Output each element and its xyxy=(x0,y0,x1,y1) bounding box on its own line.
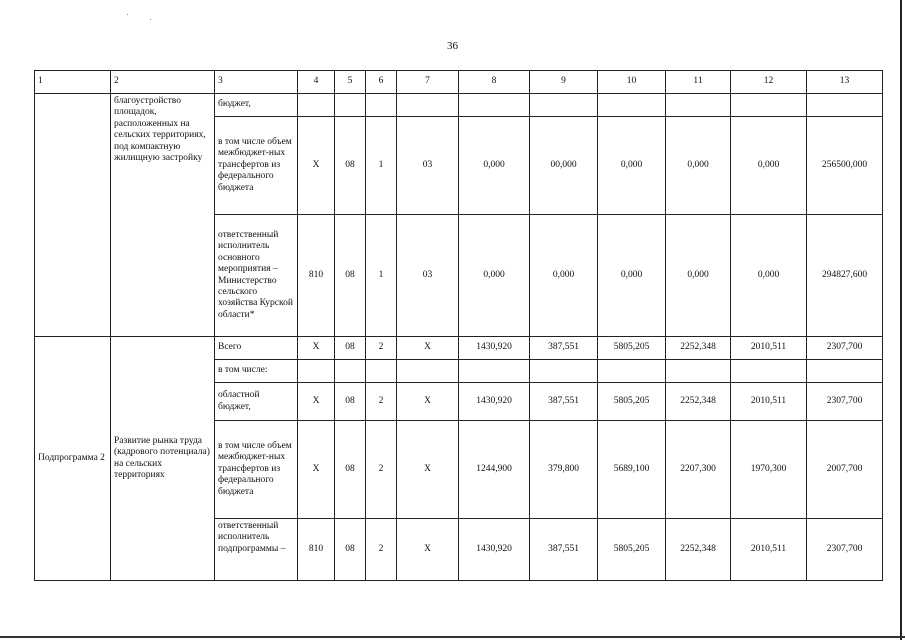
header-cell: 4 xyxy=(298,71,335,94)
source-cell: бюджет, xyxy=(215,94,298,117)
value-cell: 2010,511 xyxy=(731,519,807,581)
value-cell: 2 xyxy=(366,383,397,421)
value-cell: 810 xyxy=(298,519,335,581)
value-cell: Х xyxy=(397,383,459,421)
scan-edge-bottom xyxy=(0,636,905,638)
value-cell: 1970,300 xyxy=(731,421,807,519)
value-cell xyxy=(530,94,598,117)
table-cell-empty xyxy=(35,94,111,337)
scan-edge-right xyxy=(900,0,902,640)
value-cell: 08 xyxy=(335,117,366,215)
value-cell: 5805,205 xyxy=(598,337,666,360)
value-cell: Х xyxy=(397,519,459,581)
value-cell: 2207,300 xyxy=(666,421,731,519)
value-cell: 1430,920 xyxy=(459,337,530,360)
value-cell: 2307,700 xyxy=(807,337,883,360)
value-cell xyxy=(298,360,335,383)
value-cell: Х xyxy=(298,117,335,215)
value-cell: 08 xyxy=(335,519,366,581)
value-cell: 2 xyxy=(366,337,397,360)
value-cell: Х xyxy=(298,421,335,519)
value-cell: 0,000 xyxy=(666,215,731,337)
value-cell: 2010,511 xyxy=(731,383,807,421)
header-cell: 7 xyxy=(397,71,459,94)
value-cell: 0,000 xyxy=(666,117,731,215)
value-cell xyxy=(459,360,530,383)
value-cell xyxy=(807,360,883,383)
value-cell: 1244,900 xyxy=(459,421,530,519)
value-cell: 1 xyxy=(366,215,397,337)
value-cell: 1430,920 xyxy=(459,383,530,421)
source-cell: в том числе объем межбюджет-ных трансфертов из федерального бюджета xyxy=(215,117,298,215)
value-cell: 387,551 xyxy=(530,337,598,360)
value-cell: 2 xyxy=(366,519,397,581)
header-row xyxy=(35,71,883,94)
header-cell: 12 xyxy=(731,71,807,94)
value-cell: 08 xyxy=(335,421,366,519)
value-cell xyxy=(530,360,598,383)
value-cell: 2 xyxy=(366,421,397,519)
source-cell: ответственный исполнитель подпрограммы – xyxy=(215,519,298,581)
page-number: 36 xyxy=(447,40,458,52)
table-row xyxy=(35,94,883,117)
source-cell: в том числе: xyxy=(215,360,298,383)
value-cell: Х xyxy=(397,421,459,519)
header-cell: 1 xyxy=(35,71,111,94)
value-cell xyxy=(366,360,397,383)
value-cell xyxy=(397,94,459,117)
value-cell: 810 xyxy=(298,215,335,337)
value-cell: Х xyxy=(298,337,335,360)
value-cell: 03 xyxy=(397,215,459,337)
value-cell: 387,551 xyxy=(530,383,598,421)
scan-speck xyxy=(150,19,151,20)
source-cell: Всего xyxy=(215,337,298,360)
value-cell xyxy=(335,360,366,383)
header-cell: 8 xyxy=(459,71,530,94)
header-cell: 11 xyxy=(666,71,731,94)
source-cell: областной бюджет, xyxy=(215,383,298,421)
subprogram-cell: Подпрограмма 2 xyxy=(35,337,111,581)
activity-name-cell: Развитие рынка труда (кадрового потенциала) на сельских территориях xyxy=(111,337,215,581)
value-cell: Х xyxy=(397,337,459,360)
value-cell: 2252,348 xyxy=(666,519,731,581)
value-cell: 0,000 xyxy=(731,117,807,215)
value-cell xyxy=(666,360,731,383)
value-cell xyxy=(397,360,459,383)
value-cell: 2252,348 xyxy=(666,337,731,360)
source-cell: в том числе объем межбюджет-ных трансфертов из федерального бюджета xyxy=(215,421,298,519)
value-cell: 0,000 xyxy=(731,215,807,337)
value-cell: 03 xyxy=(397,117,459,215)
value-cell: 1430,920 xyxy=(459,519,530,581)
value-cell xyxy=(807,94,883,117)
budget-table xyxy=(34,70,883,581)
value-cell: 0,000 xyxy=(598,215,666,337)
value-cell: 5805,205 xyxy=(598,519,666,581)
header-cell: 10 xyxy=(598,71,666,94)
header-cell: 5 xyxy=(335,71,366,94)
value-cell xyxy=(666,94,731,117)
value-cell: 379,800 xyxy=(530,421,598,519)
value-cell: Х xyxy=(298,383,335,421)
value-cell: 0,000 xyxy=(598,117,666,215)
value-cell xyxy=(731,360,807,383)
value-cell: 08 xyxy=(335,337,366,360)
value-cell xyxy=(366,94,397,117)
value-cell: 2307,700 xyxy=(807,383,883,421)
value-cell: 294827,600 xyxy=(807,215,883,337)
header-cell: 3 xyxy=(215,71,298,94)
header-cell: 6 xyxy=(366,71,397,94)
source-cell: ответственный исполнитель основного мероприятия – Министерство сельского хозяйства Курской области* xyxy=(215,215,298,337)
value-cell xyxy=(298,94,335,117)
value-cell: 0,000 xyxy=(459,215,530,337)
header-cell: 9 xyxy=(530,71,598,94)
scan-speck xyxy=(127,14,128,15)
value-cell xyxy=(459,94,530,117)
value-cell: 0,000 xyxy=(530,215,598,337)
table-row xyxy=(35,337,883,360)
activity-name-cell: благоустройство площадок, расположенных на сельских территориях, под компактную жилищную застройку xyxy=(111,94,215,337)
value-cell xyxy=(335,94,366,117)
value-cell xyxy=(731,94,807,117)
value-cell: 387,551 xyxy=(530,519,598,581)
value-cell: 1 xyxy=(366,117,397,215)
value-cell: 0,000 xyxy=(459,117,530,215)
value-cell: 2007,700 xyxy=(807,421,883,519)
value-cell xyxy=(598,360,666,383)
header-cell: 13 xyxy=(807,71,883,94)
value-cell xyxy=(598,94,666,117)
value-cell: 08 xyxy=(335,383,366,421)
header-cell: 2 xyxy=(111,71,215,94)
value-cell: 08 xyxy=(335,215,366,337)
value-cell: 5805,205 xyxy=(598,383,666,421)
value-cell: 2010,511 xyxy=(731,337,807,360)
value-cell: 00,000 xyxy=(530,117,598,215)
value-cell: 2252,348 xyxy=(666,383,731,421)
value-cell: 256500,000 xyxy=(807,117,883,215)
value-cell: 5689,100 xyxy=(598,421,666,519)
value-cell: 2307,700 xyxy=(807,519,883,581)
